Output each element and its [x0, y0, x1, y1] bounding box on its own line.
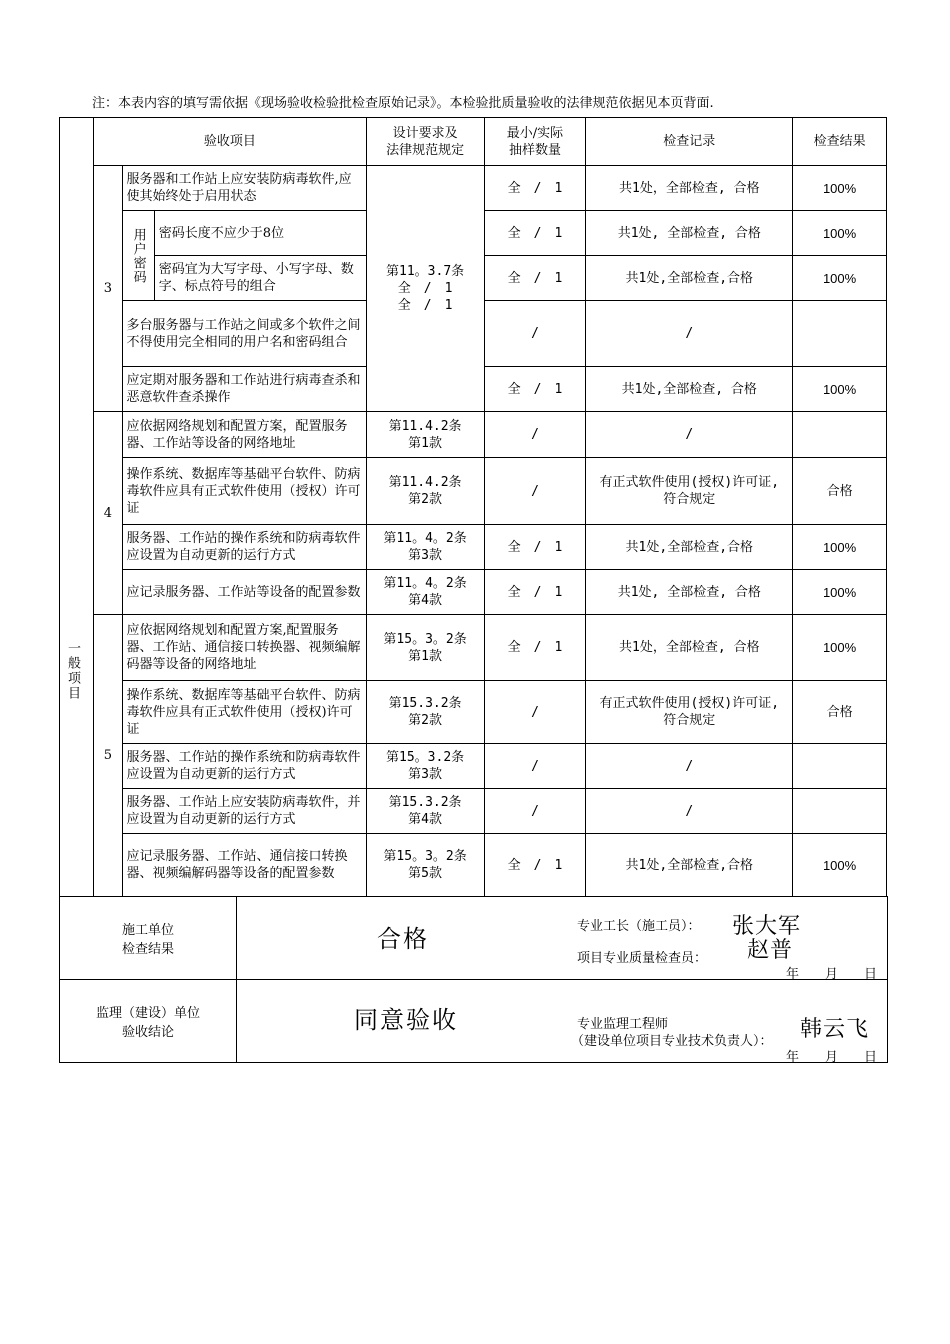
record-cell: 共1处,全部检查,合格 — [586, 525, 793, 570]
sample-cell: / — [484, 412, 586, 458]
table-row — [60, 570, 887, 615]
item-text: 应依据网络规划和配置方案，配置服务器、工作站等设备的网络地址 — [122, 412, 366, 458]
clause-cell: 第11.4.2条 第2款 — [366, 458, 484, 525]
result-cell — [793, 412, 887, 458]
supervision-row — [60, 980, 888, 1063]
construction-result: 合格 — [377, 925, 429, 953]
inspector-label: 项目专业质量检查员： — [577, 951, 708, 966]
record-cell: / — [586, 412, 793, 458]
clause-cell: 第15.3.2条 第2款 — [366, 681, 484, 744]
record-cell: 共1处,全部检查,合格 — [586, 256, 793, 301]
inspection-table — [59, 117, 887, 897]
item-text: 密码宜为大写字母、小写字母、数字、标点符号的组合 — [154, 256, 366, 301]
result-cell: 合格 — [793, 458, 887, 525]
record-cell: 共1处，全部检查, 合格 — [586, 166, 793, 211]
table-row — [60, 744, 887, 789]
record-cell: 共1处, 全部检查, 合格 — [586, 570, 793, 615]
table-row — [60, 615, 887, 681]
construction-label: 施工单位 检查结果 — [60, 897, 237, 980]
foreman-label: 专业工长（施工员）： — [577, 919, 701, 934]
record-cell: 共1处,全部检查, 合格 — [586, 367, 793, 412]
construction-row — [60, 897, 888, 980]
clause-cell: 第11。4。2条 第3款 — [366, 525, 484, 570]
item-text: 服务器、工作站的操作系统和防病毒软件应设置为自动更新的运行方式 — [122, 744, 366, 789]
table-row — [60, 412, 887, 458]
record-cell: 有正式软件使用(授权)许可证, 符合规定 — [586, 681, 793, 744]
table-row — [60, 789, 887, 834]
result-cell: 100% — [793, 367, 887, 412]
foreman-signature: 张大军 — [732, 914, 802, 939]
col-header-sample: 最小/实际 抽样数量 — [484, 118, 586, 166]
item-text: 应定期对服务器和工作站进行病毒查杀和恶意软件查杀操作 — [122, 367, 366, 412]
item-text: 服务器、工作站的操作系统和防病毒软件应设置为自动更新的运行方式 — [122, 525, 366, 570]
sample-cell: / — [484, 681, 586, 744]
form-note: 注：本表内容的填写需依据《现场验收检验批检查原始记录》。本检验批质量验收的法律规范依据见本页背面. — [92, 96, 714, 111]
sample-cell: / — [484, 789, 586, 834]
clause-cell: 第15。3。2条 第1款 — [366, 615, 484, 681]
engineer-label-2: （建设单位项目专业技术负责人）： — [571, 1034, 773, 1049]
item-text: 操作系统、数据库等基础平台软件、防病毒软件应具有正式软件使用（授权）许可证 — [122, 458, 366, 525]
col-header-design: 设计要求及 法律规范规定 — [366, 118, 484, 166]
sub-label-cell — [122, 211, 154, 301]
result-cell: 100% — [793, 256, 887, 301]
result-cell: 100% — [793, 525, 887, 570]
clause-cell: 第11。4。2条 第4款 — [366, 570, 484, 615]
header-row — [60, 118, 887, 166]
signoff-table — [59, 896, 888, 1063]
engineer-signature: 韩云飞 — [800, 1017, 870, 1042]
inspector-signature: 赵普 — [747, 938, 794, 963]
item-text: 应记录服务器、工作站等设备的配置参数 — [122, 570, 366, 615]
sample-cell: / — [484, 744, 586, 789]
record-cell: 有正式软件使用(授权)许可证, 符合规定 — [586, 458, 793, 525]
category-label: 一般项目 — [65, 641, 80, 701]
sample-cell: 全 / 1 — [484, 367, 586, 412]
sample-cell: 全 / 1 — [484, 834, 586, 897]
clause-cell: 第11。3.7条 全 / 1 全 / 1 — [366, 166, 484, 412]
table-row — [60, 166, 887, 211]
table-row — [60, 458, 887, 525]
result-cell: 100% — [793, 615, 887, 681]
clause-cell: 第15.3.2条 第4款 — [366, 789, 484, 834]
sub-label: 用户密码 — [130, 227, 146, 284]
result-cell: 合格 — [793, 681, 887, 744]
sample-cell: / — [484, 301, 586, 367]
sample-cell: 全 / 1 — [484, 256, 586, 301]
col-header-item: 验收项目 — [94, 118, 366, 166]
group-number: 3 — [94, 166, 122, 412]
record-cell: 共1处，全部检查, 合格 — [586, 615, 793, 681]
date-1: 年 月 日 — [785, 967, 877, 982]
item-text: 密码长度不应少于8位 — [154, 211, 366, 256]
table-row — [60, 681, 887, 744]
record-cell: / — [586, 744, 793, 789]
item-text: 应记录服务器、工作站、通信接口转换器、视频编解码器等设备的配置参数 — [122, 834, 366, 897]
record-cell: 共1处,全部检查,合格 — [586, 834, 793, 897]
clause-cell: 第11.4.2条 第1款 — [366, 412, 484, 458]
result-cell: 100% — [793, 166, 887, 211]
group-number: 4 — [94, 412, 122, 615]
item-text: 多台服务器与工作站之间或多个软件之间不得使用完全相同的用户名和密码组合 — [122, 301, 366, 367]
record-cell: / — [586, 789, 793, 834]
supervision-label: 监理（建设）单位 验收结论 — [60, 980, 237, 1063]
result-cell: 100% — [793, 211, 887, 256]
table-row — [60, 525, 887, 570]
table-row — [60, 834, 887, 897]
clause-cell: 第15。3.2条 第3款 — [366, 744, 484, 789]
sample-cell: / — [484, 458, 586, 525]
item-text: 操作系统、数据库等基础平台软件、防病毒软件应具有正式软件使用（授权)许可证 — [122, 681, 366, 744]
sample-cell: 全 / 1 — [484, 211, 586, 256]
supervision-result: 同意验收 — [354, 1006, 458, 1034]
result-cell: 100% — [793, 570, 887, 615]
result-cell — [793, 789, 887, 834]
sample-cell: 全 / 1 — [484, 166, 586, 211]
result-cell: 100% — [793, 834, 887, 897]
record-cell: / — [586, 301, 793, 367]
item-text: 服务器、工作站上应安装防病毒软件，并应设置为自动更新的运行方式 — [122, 789, 366, 834]
date-2: 年 月 日 — [785, 1050, 877, 1065]
col-header-record: 检查记录 — [586, 118, 793, 166]
result-cell — [793, 744, 887, 789]
item-text: 服务器和工作站上应安装防病毒软件,应使其始终处于启用状态 — [122, 166, 366, 211]
record-cell: 共1处, 全部检查, 合格 — [586, 211, 793, 256]
group-number: 5 — [94, 615, 122, 897]
clause-cell: 第15。3。2条 第5款 — [366, 834, 484, 897]
result-cell — [793, 301, 887, 367]
item-text: 应依据网络规划和配置方案,配置服务器、工作站、通信接口转换器、视频编解码器等设备的网络地址 — [122, 615, 366, 681]
sample-cell: 全 / 1 — [484, 525, 586, 570]
sample-cell: 全 / 1 — [484, 570, 586, 615]
col-header-result: 检查结果 — [793, 118, 887, 166]
supervision-cell — [237, 980, 888, 1063]
construction-cell — [237, 897, 888, 980]
engineer-label-1: 专业监理工程师 — [577, 1017, 669, 1032]
sample-cell: 全 / 1 — [484, 615, 586, 681]
category-cell — [60, 118, 94, 897]
